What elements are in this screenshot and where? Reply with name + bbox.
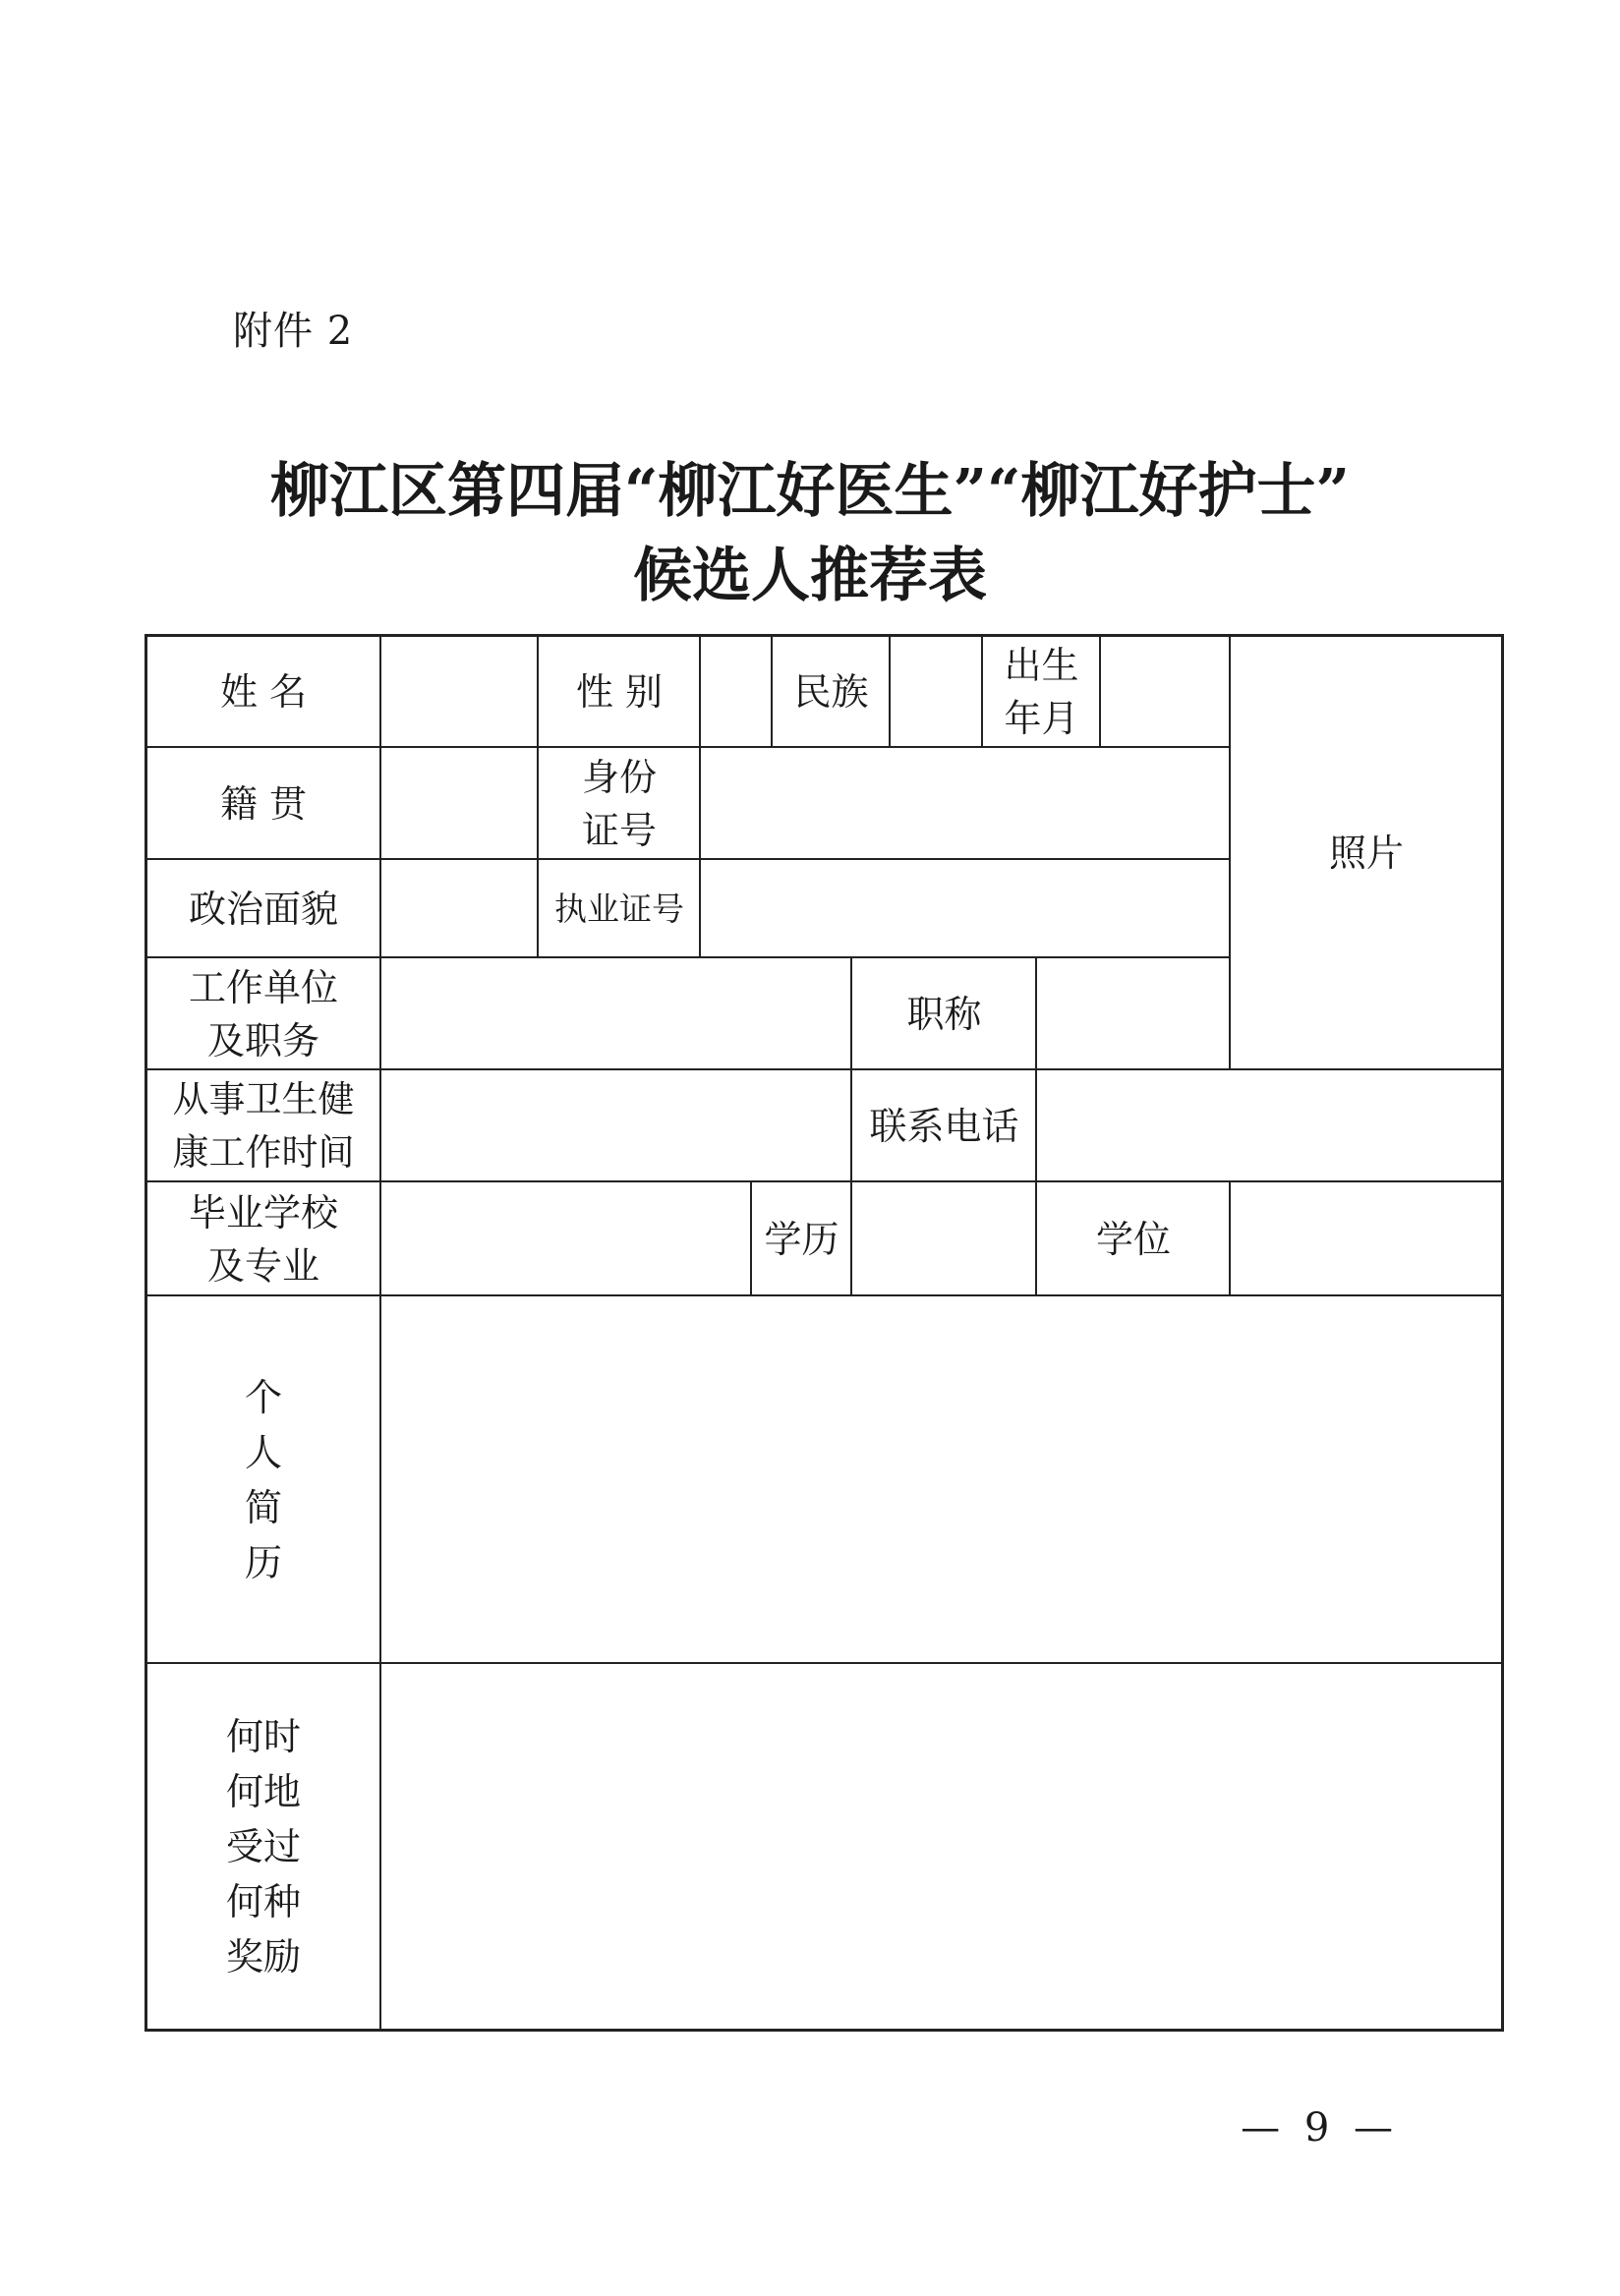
degree-field[interactable] <box>1231 1182 1502 1295</box>
phone-field[interactable] <box>1037 1070 1502 1181</box>
political-status-label: 政治面貌 <box>188 887 338 931</box>
form-title-line1: 柳江区第四届“柳江好医生”“柳江好护士” <box>269 457 1351 526</box>
name-field[interactable] <box>381 636 538 747</box>
attachment-label: 附件 2 <box>233 309 354 354</box>
work-years-label: 从事卫生健 康工作时间 <box>172 1077 355 1174</box>
birth-date-field[interactable] <box>1101 636 1230 747</box>
awards-label: 何时 何地 受过 何种 奖励 <box>225 1715 301 1979</box>
gender-label: 性 别 <box>575 669 664 714</box>
native-place-label: 籍 贯 <box>219 781 308 826</box>
school-label: 毕业学校 及专业 <box>188 1190 338 1288</box>
education-label: 学历 <box>764 1217 839 1261</box>
page-number: — 9 — <box>1241 2105 1399 2151</box>
workplace-label: 工作单位 及职务 <box>188 965 338 1062</box>
professional-title-field[interactable] <box>1037 958 1230 1069</box>
degree-label: 学位 <box>1095 1217 1171 1261</box>
ethnicity-label: 民族 <box>793 669 869 714</box>
school-field[interactable] <box>381 1182 751 1295</box>
awards-field[interactable] <box>381 1664 1502 2030</box>
resume-label: 个 人 简 历 <box>244 1375 282 1584</box>
resume-field[interactable] <box>381 1296 1502 1663</box>
id-number-field[interactable] <box>701 748 1230 859</box>
professional-title-label: 职称 <box>906 992 982 1036</box>
gender-field[interactable] <box>701 636 772 747</box>
ethnicity-field[interactable] <box>891 636 982 747</box>
license-number-label: 执业证号 <box>554 889 684 928</box>
photo-label: 照片 <box>1328 831 1404 875</box>
form-title-line2: 候选人推荐表 <box>633 542 987 610</box>
id-number-label: 身份 证号 <box>581 755 657 852</box>
name-label: 姓 名 <box>219 669 308 714</box>
native-place-field[interactable] <box>381 748 538 859</box>
license-number-field[interactable] <box>701 860 1230 957</box>
work-years-field[interactable] <box>381 1070 851 1181</box>
workplace-field[interactable] <box>381 958 851 1069</box>
education-field[interactable] <box>852 1182 1036 1295</box>
birth-date-label: 出生 年月 <box>1004 643 1079 740</box>
phone-label: 联系电话 <box>869 1104 1019 1148</box>
political-status-field[interactable] <box>381 860 538 957</box>
